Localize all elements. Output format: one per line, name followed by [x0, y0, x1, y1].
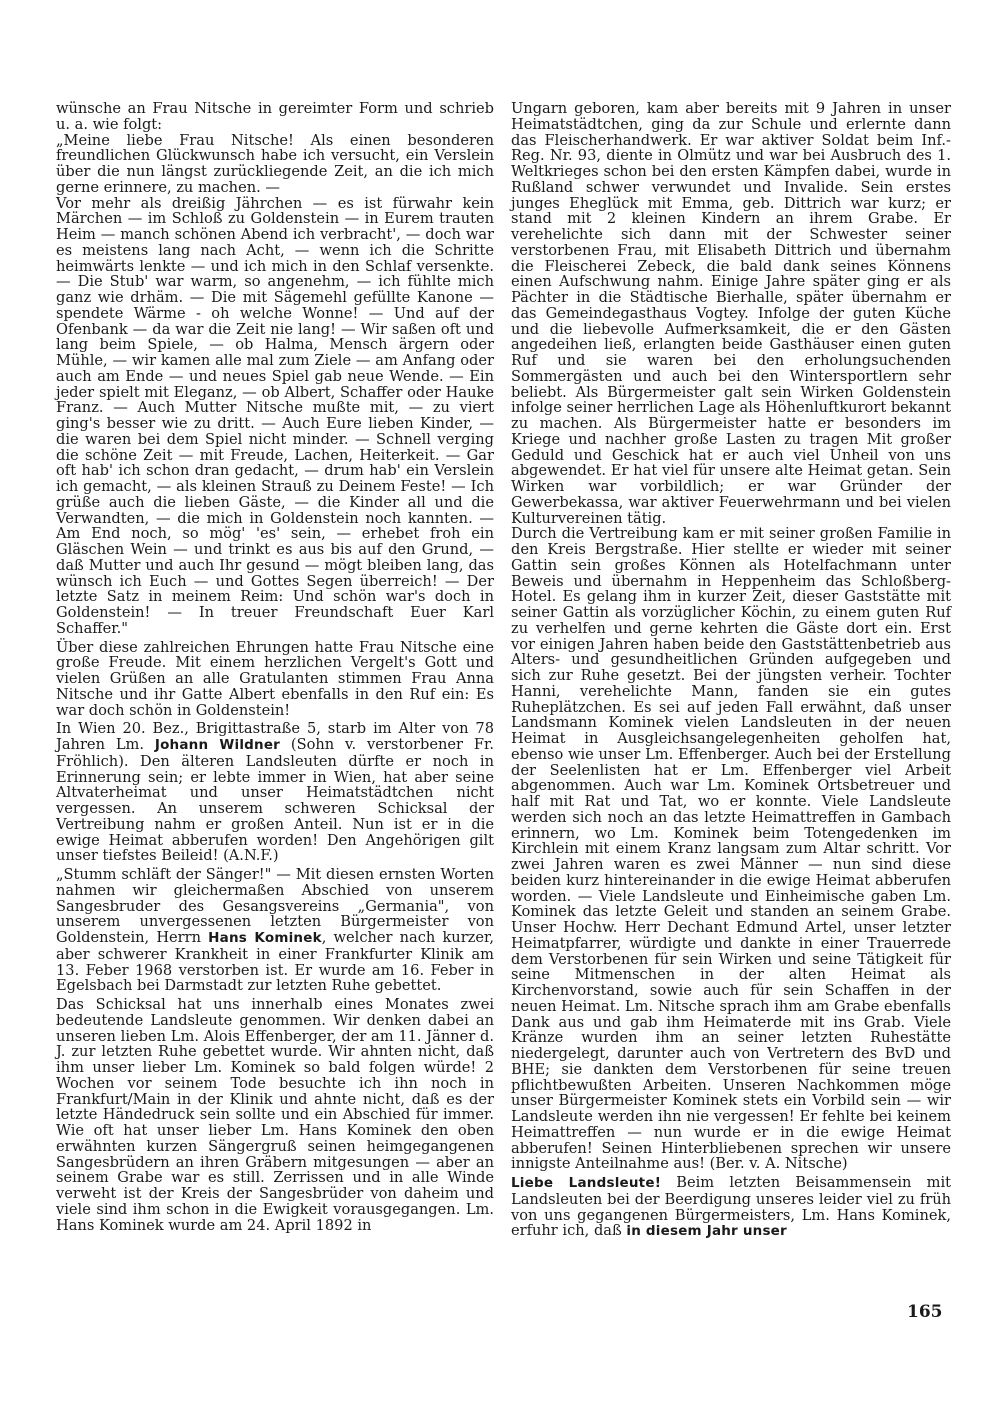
right-column: [511, 101, 951, 1243]
paragraph: „Meine liebe Frau Nitsche! Als einen besonderen freundlichen Glückwunsch habe ich versucht, ein Verslein über die nun längst zurückliegende Zeit, an die ich mich gerne erinnere, zu machen. —: [56, 131, 494, 196]
emphasis: in diesem Jahr unser: [626, 1223, 787, 1240]
paragraph-liebe-landsleute: [511, 1175, 951, 1240]
paragraph: Das Schicksal hat uns innerhalb eines Monates zwei bedeutende Landsleute genommen. Wir denken dabei an unseren lieben Lm. Alois Effenberger, der am 11. Jänner d. J. zur letzten Ruhe gebettet wurde. Wir ahnten nicht, daß ihm unser lieber Lm. Kominek so bald folgen würde! 2 Wochen vor seinem Tode besuchte ich ihn noch in Frankfurt/Main in der Klinik und ahnte nicht, daß es der letzte Händedruck sein sollte und ein Abschied für immer. Wie oft hat unser lieber Lm. Hans Kominek den oben erwähnten kurzen Sängergruß seinen heimgegangenen Sangesbrüdern an ihren Gräbern mitgesungen — aber an seinem Grabe war es still. Zerrissen und in alle Winde verweht ist der Kreis der Sangesbrüder von daheim und viele sind ihm schon in die Ewigkeit vorausgegangen. Lm. Hans Kominek wurde am 24. April 1892 in: [56, 996, 494, 1234]
obituary-wildner: [56, 721, 494, 864]
paragraph: Über diese zahlreichen Ehrungen hatte Frau Nitsche eine große Freude. Mit einem herzlichen Vergelt's Gott und vielen Grüßen an alle Gratulanten stimmen Frau Anna Nitsche und ihr Gatte Albert ebenfalls in den Ruf ein: Es war doch schön in Goldenstein!: [56, 638, 494, 719]
text: , welcher nach kurzer, aber schwerer Krankheit in einer Frankfurter Klinik am 13. Feber 1968 verstorben ist. Er wurde am 16. Feber in Egelsbach bei Darmstadt zur letzten Ruhe gebettet.: [56, 929, 495, 995]
text: „Stumm schläft der Sänger!" — Mit diesen ernsten Worten nahmen wir gleichermaßen Abschied von unserem Sangesbruder des Gesangsvereins „Germania", von unserem unvergessenen letzten Bürgermeister von Goldenstein, Herrn: [56, 866, 494, 946]
text: In Wien 20. Bez., Brigittastraße 5, starb im Alter von 78 Jahren Lm.: [56, 720, 494, 753]
paragraph: Durch die Vertreibung kam er mit seiner großen Familie in den Kreis Bergstraße. Hier stellte er wieder mit seiner Gattin sein großes Können als Hotelfachmann unter Beweis und übernahm in Heppenheim das Schloßberg-Hotel. Es gelang ihm in kurzer Zeit, dieser Gaststätte mit seiner Gattin als vorzüglicher Köchin, zu einem guten Ruf zu verhelfen und gerne kehrten die Gäste dort ein. Erst vor einigen Jahren haben beide den Gaststättenbetrieb aus Alters- und gesundheitlichen Gründen aufgegeben und sich zur Ruhe gesetzt. Bei der jüngsten verheir. Tochter Hanni, verehelichte Mann, fanden sie ein gutes Ruheplätzchen. Es sei auf jeden Fall erwähnt, daß unser Landsmann Kominek vielen Landsleuten in der neuen Heimat in Ausgleichsangelegenheiten geholfen hat, ebenso wie unser Lm. Effenberger. Auch bei der Erstellung der Seelenlisten hat er Lm. Effenberger viel Arbeit abgenommen. Auch war Lm. Kominek Ortsbetreuer und half mit Rat und Tat, wo er konnte. Viele Landsleute werden sich noch an das letzte Heimattreffen in Gambach erinnern, wo Lm. Kominek beim Totengedenken im Kirchlein mit einem Kranz langsam zum Altar schritt. Vor zwei Jahren waren es zwei Männer — nun sind diese beiden kurz hintereinander in die ewige Heimat abberufen worden. — Viele Landsleute und Einheimische gaben Lm. Kominek das letzte Geleit und standen an seinem Grabe. Unser Hochw. Herr Dechant Edmund Artel, unser letzter Heimatpfarrer, würdigte und dankte in einer Trauerrede dem Verstorbenen für sein Wirken und seine Tätigkeit für seine Mitmenschen in der alten Heimat als Kirchenvorstand, sowie auch für sein Schaffen in der neuen Heimat. Lm. Nitsche sprach ihm am Grabe ebenfalls Dank aus und gab ihm Heimaterde mit ins Grab. Viele Kränze wurden ihm an seiner letzten Ruhestätte niedergelegt, darunter auch von Vertretern des BvD und BHE; sie dankten dem Verstorbenen für seine treuen pflichtbewußten Arbeiten. Unseren Nachkommen möge unser Bürgermeister Kominek stets ein Vorbild sein — wir Landsleute werden ihn nie vergessen! Er fehlte bei keinem Heimattreffen — nun wurde er in die ewige Heimat abberufen! Seinen Hinterbliebenen sprechen wir unsere innigste Anteilnahme aus! (Ber. v. A. Nitsche): [511, 525, 951, 1173]
person-name: Johann Wildner: [154, 737, 281, 753]
text: (Sohn v. verstorbener Fr. Fröhlich). Den älteren Landsleuten dürfte er noch in Erinnerung sein; er lebte immer in Wien, hat aber seine Altvaterheimat und unser Heimatstädtchen nicht vergessen. An unserem schweren Schicksal der Vertreibung nahm er großen Anteil. Nun ist er in die ewige Heimat abberufen worden! Den Angehörigen gilt unser tiefstes Beileid! (A.N.F.): [56, 736, 494, 865]
paragraph: Ungarn geboren, kam aber bereits mit 9 Jahren in unser Heimatstädtchen, ging da zur Schule und erlernte dann das Fleischerhandwerk. Er war aktiver Soldat beim Inf.-Reg. Nr. 93, diente in Olmütz und war bei Ausbruch des 1. Weltkrieges schon bei den ersten Kämpfen dabei, wurde in Rußland schwer verwundet und Invalide. Sein erstes junges Eheglück mit Emma, geb. Dittrich war kurz; er stand mit 2 kleinen Kindern an ihrem Grabe. Er verehelichte sich dann mit der Schwester seiner verstorbenen Frau, mit Elisabeth Dittrich und übernahm die Fleischerei Zebeck, die bald dank seines Könnens einen Aufschwung nahm. Einige Jahre später ging er als Pächter in die Städtische Bierhalle, später übernahm er das Gemeindegasthaus Vogtey. Infolge der guten Küche und die liebevolle Aufmerksamkeit, die er den Gästen angedeihen ließ, erlangten beide Gasthäuser einen guten Ruf und sie waren bei den erholungsuchenden Sommergästen und auch bei den Wintersportlern sehr beliebt. Als Bürgermeister galt sein Wirken Goldenstein infolge seiner herrlichen Lage als Höhenluftkurort bekannt zu machen. Als Bürgermeister hatte er besonders im Kriege und nachher große Lasten zu tragen Mit großer Geduld und Geschick hat er auch viel Unheil von uns abgewendet. Er hat viel für unsere alte Heimat getan. Sein Wirken war vorbildlich; er war Gründer der Gewerbekassa, war aktiver Feuerwehrmann und bei vielen Kulturvereinen tätig.: [511, 100, 952, 527]
text: Beim letzten Beisammensein mit Landsleuten bei der Beerdigung unseres leider viel zu früh von uns gegangenen Bürgermeisters, Lm. Hans Kominek, erfuhr ich, daß: [511, 1174, 951, 1240]
left-column: [56, 101, 494, 1236]
paragraph: wünsche an Frau Nitsche in gereimter Form und schrieb u. a. wie folgt:: [56, 100, 494, 133]
page-number: 165: [907, 1302, 943, 1322]
lead-in: Liebe Landsleute!: [511, 1175, 662, 1191]
obituary-kominek: [56, 867, 494, 994]
person-name: Hans Kominek: [208, 930, 322, 946]
poem-paragraph: Vor mehr als dreißig Jährchen — es ist fürwahr kein Märchen — im Schloß zu Goldenstein — in Eurem trauten Heim — manch schönen Abend ich verbracht', — doch war es meistens lang nach Acht, — wenn ich die Schritte heimwärts lenkte — und ich mich in den Schlaf versenkte. — Die Stub' war warm, so angenehm, — ich fühlte mich ganz wie drhäm. — Die mit Sägemehl gefüllte Kanone — spendete Wärme - oh welche Wonne! — Und auf der Ofenbank — da war die Zeit nie lang! — Wir saßen oft und lang beim Spiele, — ob Halma, Mensch ärgern oder Mühle, — wir kamen alle mal zum Ziele — am Anfang oder auch am Ende — und neues Spiel gab neue Wende. — Ein jeder spielt mit Eleganz, — ob Albert, Schaffer oder Hauke Franz. — Auch Mutter Nitsche mußte mit, — zu viert ging's besser wie zu dritt. — Auch Eure lieben Kinder, — die waren bei dem Spiel nicht minder. — Schnell verging die schöne Zeit — mit Freude, Lachen, Heiterkeit. — Gar oft hab' ich schon dran gedacht, — drum hab' ein Verslein ich gemacht, — als kleinen Strauß zu Deinem Feste! — Ich grüße auch die lieben Gäste, — die Kinder all und die Verwandten, — die mich in Goldenstein noch kannten. — Am End noch, so mög' 'es' sein, — erhebet froh ein Gläschen Wein — und trinkt es aus bis auf den Grund, — daß Mutter und auch Ihr gesund — mögt bleiben lang, das wünsch ich Euch — und Gottes Segen überreich! — Der letzte Satz in meinem Reim: Und schön war's doch in Goldenstein! — In treuer Freundschaft Euer Karl Schaffer.": [56, 194, 494, 637]
